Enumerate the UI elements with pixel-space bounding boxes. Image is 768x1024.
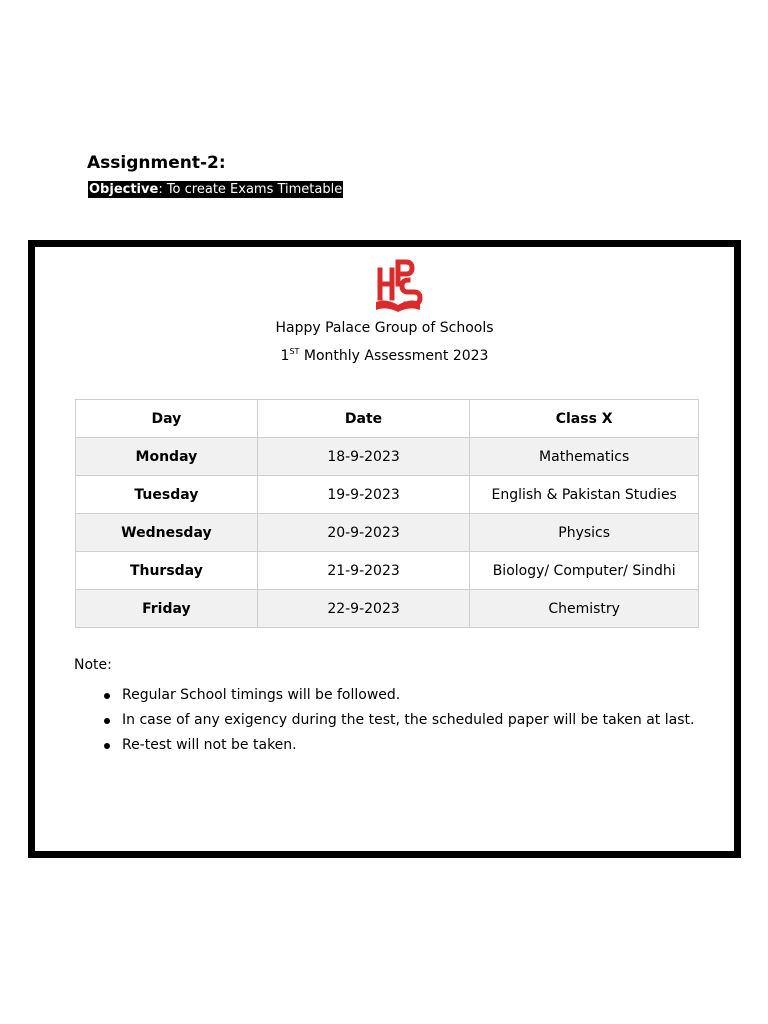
day-cell: Friday [76, 590, 258, 628]
hpgs-logo-icon [372, 258, 424, 314]
objective-line [88, 181, 343, 198]
subject-cell: English & Pakistan Studies [470, 476, 699, 514]
table-row [76, 476, 699, 514]
assessment-title [35, 346, 734, 366]
date-cell: 18-9-2023 [257, 438, 470, 476]
assignment-heading: Assignment-2: [87, 153, 226, 173]
subject-cell: Chemistry [470, 590, 699, 628]
exam-timetable [75, 399, 699, 628]
list-item: Regular School timings will be followed. [104, 683, 694, 708]
notes-list [104, 683, 694, 758]
day-cell: Monday [76, 438, 258, 476]
date-cell: 20-9-2023 [257, 514, 470, 552]
table-row [76, 552, 699, 590]
header-day: Day [76, 400, 258, 438]
note-label: Note: [74, 657, 112, 673]
table-header-row [76, 400, 699, 438]
subject-cell: Biology/ Computer/ Sindhi [470, 552, 699, 590]
table-row [76, 438, 699, 476]
date-cell: 19-9-2023 [257, 476, 470, 514]
day-cell: Wednesday [76, 514, 258, 552]
day-cell: Tuesday [76, 476, 258, 514]
date-cell: 21-9-2023 [257, 552, 470, 590]
school-name: Happy Palace Group of Schools [275, 320, 494, 336]
objective-text: : To create Exams Timetable [158, 182, 343, 197]
objective-label: Objective [89, 182, 159, 197]
list-item: Re-test will not be taken. [104, 733, 694, 758]
assessment-ordinal: ST [289, 347, 300, 356]
subject-cell: Mathematics [470, 438, 699, 476]
date-cell: 22-9-2023 [257, 590, 470, 628]
day-cell: Thursday [76, 552, 258, 590]
table-row [76, 514, 699, 552]
assessment-number: 1 [280, 348, 290, 364]
list-item: In case of any exigency during the test, the scheduled paper will be taken at last. [104, 708, 694, 733]
table-row [76, 590, 699, 628]
subject-cell: Physics [470, 514, 699, 552]
header-class: Class X [470, 400, 699, 438]
timetable-frame [28, 240, 741, 858]
header-date: Date [257, 400, 470, 438]
assessment-text: Monthly Assessment 2023 [299, 348, 489, 364]
